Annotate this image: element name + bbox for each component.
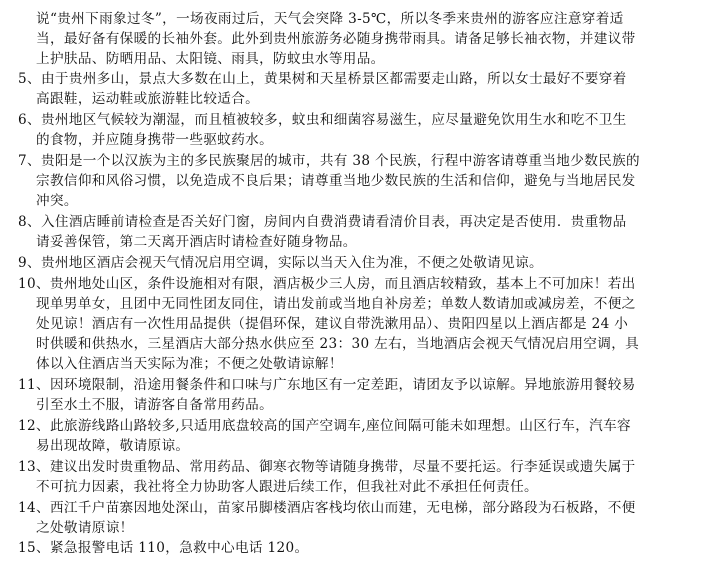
paragraph-4-line-3: 上护肤品、防晒用品、太阳镜、雨具，防蚊虫水等用品。 (36, 51, 385, 67)
item-7-line-1: 7、贵阳是一个以汉族为主的多民族聚居的城市，共有 38 个民族，行程中游客请尊重当地少数民族的 (18, 153, 640, 169)
item-15-line-1: 15、紧急报警电话 110，急救中心电话 120。 (18, 540, 309, 556)
item-12-line-2: 易出现故障，敬请原谅。 (36, 438, 190, 454)
item-14-line-2: 之处敬请原谅！ (36, 520, 134, 536)
item-10-line-2: 现单男单女，且团中无同性团友同住，请出发前或当地自补房差；单数人数请加或减房差，不便之 (36, 296, 636, 312)
item-9-line-1: 9、贵州地区酒店会视天气情况启用空调，实际以当天入住为准，不便之处敬请见谅。 (18, 255, 543, 271)
item-10-line-3: 处见谅！酒店有一次性用品提供（提倡环保，建议自带洗漱用品）、贵阳四星以上酒店都是 24 小 (36, 316, 629, 332)
item-11-line-2: 引至水土不服，请游客自备常用药品。 (36, 397, 274, 413)
item-10-line-4: 时供暖和供热水，三星酒店大部分热水供应至 23：30 左右，当地酒店会视天气情况启用空调，具 (36, 336, 640, 352)
item-12-line-1: 12、此旅游线路山路较多,只适用底盘较高的国产空调车,座位间隔可能未如理想。山区行车，汽车容 (18, 418, 631, 434)
item-6-line-1: 6、贵州地区气候较为潮湿，而且植被较多，蚊虫和细菌容易滋生，应尽量避免饮用生水和吃不卫生 (18, 112, 627, 128)
item-7-line-3: 冲突。 (36, 193, 78, 209)
item-13-line-1: 13、建议出发时贵重物品、常用药品、御寒衣物等请随身携带，尽量不要托运。行李延误或遗失属于 (18, 459, 636, 475)
item-7-line-2: 宗教信仰和风俗习惯，以免造成不良后果；请尊重当地少数民族的生活和信仰，避免与当地居民发 (36, 173, 636, 189)
item-10-line-5: 体以入住酒店当天实际为准；不便之处敬请谅解！ (36, 356, 343, 372)
item-11-line-1: 11、因环境限制，沿途用餐条件和口味与广东地区有一定差距，请团友予以谅解。异地旅游用餐较易 (18, 377, 636, 393)
item-14-line-1: 14、西江千户苗寨因地处深山，苗家吊脚楼酒店客栈均依山而建，无电梯，部分路段为石板路，不便 (18, 500, 636, 516)
paragraph-4-line-2: 当，最好备有保暖的长袖外套。此外到贵州旅游务必随身携带雨具。请备足够长袖衣物，并建议带 (36, 31, 636, 47)
item-13-line-2: 不可抗力因素，我社将全力协助客人跟进后续工作，但我社对此不承担任何责任。 (36, 479, 538, 495)
item-5-line-2: 高跟鞋，运动鞋或旅游鞋比较适合。 (36, 91, 260, 107)
item-8-line-1: 8、入住酒店睡前请检查是否关好门窗，房间内自费消费请看清价目表，再决定是否使用．贵重物品 (18, 214, 627, 230)
item-8-line-2: 请妥善保管，第二天离开酒店时请检查好随身物品。 (36, 234, 357, 250)
item-6-line-2: 的食物，并应随身携带一些驱蚊药水。 (36, 132, 274, 148)
item-5-line-1: 5、由于贵州多山，景点大多数在山上，黄果树和天星桥景区都需要走山路，所以女士最好不要穿着 (18, 71, 627, 87)
paragraph-4-line-1: 说“贵州下雨象过冬”，一场夜雨过后，天气会突降 3-5℃，所以冬季来贵州的游客应注意穿着适 (36, 11, 624, 27)
item-10-line-1: 10、贵州地处山区，条件设施相对有限，酒店极少三人房，而且酒店较精致，基本上不可加床！若出 (18, 276, 636, 292)
